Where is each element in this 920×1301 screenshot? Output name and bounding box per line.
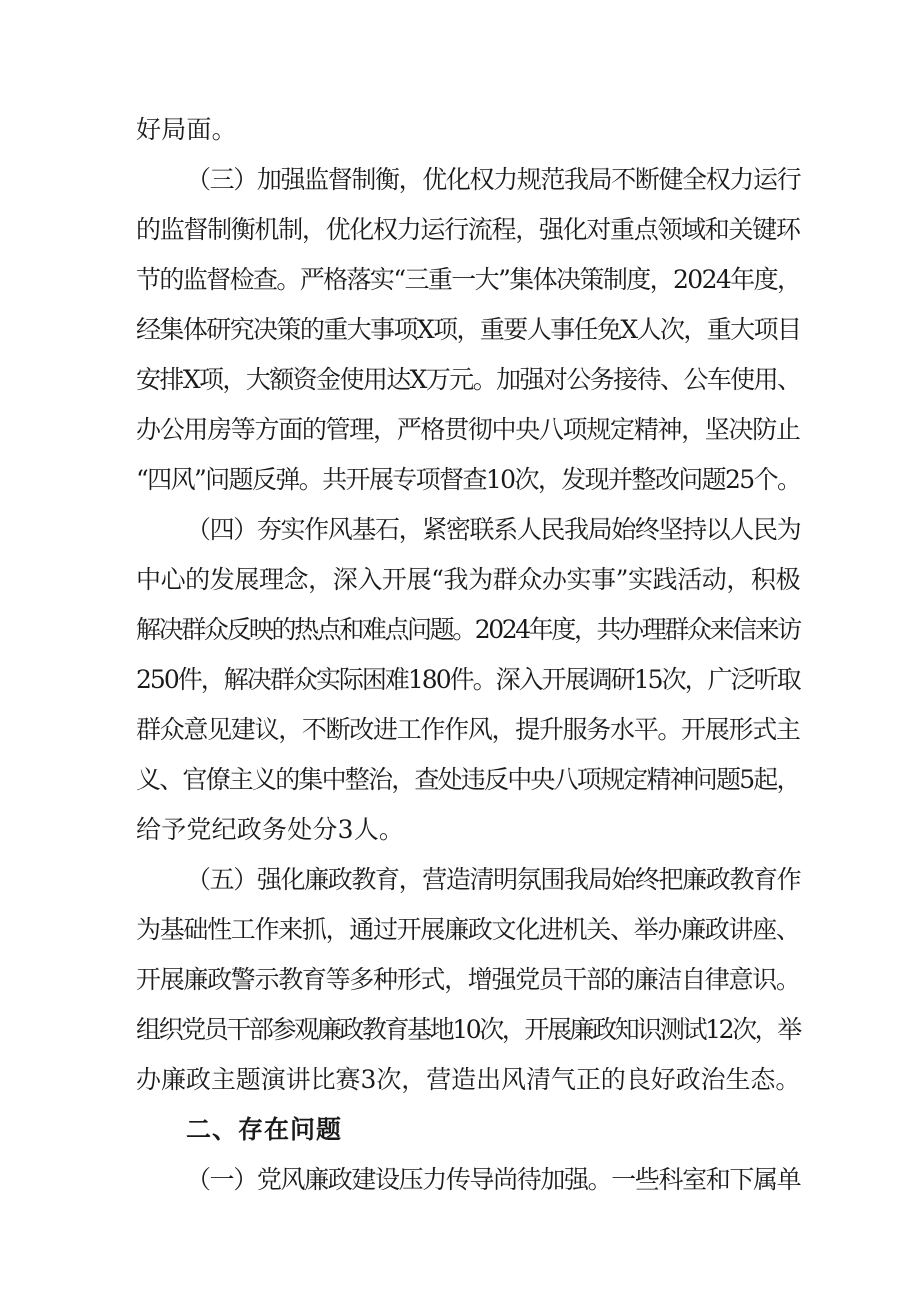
paragraph-line: 250件，解决群众实际困难180件。深入开展调研15次，广泛听取 bbox=[136, 665, 800, 694]
paragraph-line: 节的监督检查。严格落实“三重一大”集体决策制度，2024年度， bbox=[136, 265, 801, 294]
paragraph-line: （三）加强监督制衡，优化权力规范我局不断健全权力运行 bbox=[186, 165, 801, 194]
paragraph-line: （一）党风廉政建设压力传导尚待加强。一些科室和下属单 bbox=[186, 1165, 801, 1194]
paragraph-line: 好局面。 bbox=[136, 115, 237, 144]
paragraph-line: （五）强化廉政教育，营造清明氛围我局始终把廉政教育作 bbox=[186, 865, 801, 894]
paragraph-line: 开展廉政警示教育等多种形式，增强党员干部的廉洁自律意识。 bbox=[136, 965, 800, 994]
paragraph-line: 的监督制衡机制，优化权力运行流程，强化对重点领域和关键环 bbox=[136, 215, 800, 244]
paragraph-line: 中心的发展理念，深入开展“我为群众办实事”实践活动，积极 bbox=[136, 565, 801, 594]
paragraph-line: 经集体研究决策的重大事项X项，重要人事任免X人次，重大项目 bbox=[136, 315, 801, 344]
paragraph-line: 安排X项，大额资金使用达X万元。加强对公务接待、公车使用、 bbox=[136, 365, 801, 394]
paragraph-line: 给予党纪政务处分3人。 bbox=[136, 815, 405, 844]
paragraph-line: 办廉政主题演讲比赛3次，营造出风清气正的良好政治生态。 bbox=[136, 1065, 801, 1094]
paragraph-line: （四）夯实作风基石，紧密联系人民我局始终坚持以人民为 bbox=[186, 515, 801, 544]
paragraph-line: 解决群众反映的热点和难点问题。2024年度，共办理群众来信来访 bbox=[136, 615, 800, 644]
paragraph-line: “四风”问题反弹。共开展专项督查10次，发现并整改问题25个。 bbox=[136, 465, 801, 494]
paragraph-line: 组织党员干部参观廉政教育基地10次，开展廉政知识测试12次，举 bbox=[136, 1015, 800, 1044]
paragraph-line: 群众意见建议，不断改进工作作风，提升服务水平。开展形式主 bbox=[136, 715, 800, 744]
paragraph-line: 办公用房等方面的管理，严格贯彻中央八项规定精神，坚决防止 bbox=[136, 415, 800, 444]
paragraph-line: 义、官僚主义的集中整治，查处违反中央八项规定精神问题5起， bbox=[136, 765, 800, 794]
paragraph-line: 为基础性工作来抓，通过开展廉政文化进机关、举办廉政讲座、 bbox=[136, 915, 800, 944]
section-heading: 二、存在问题 bbox=[186, 1115, 343, 1144]
